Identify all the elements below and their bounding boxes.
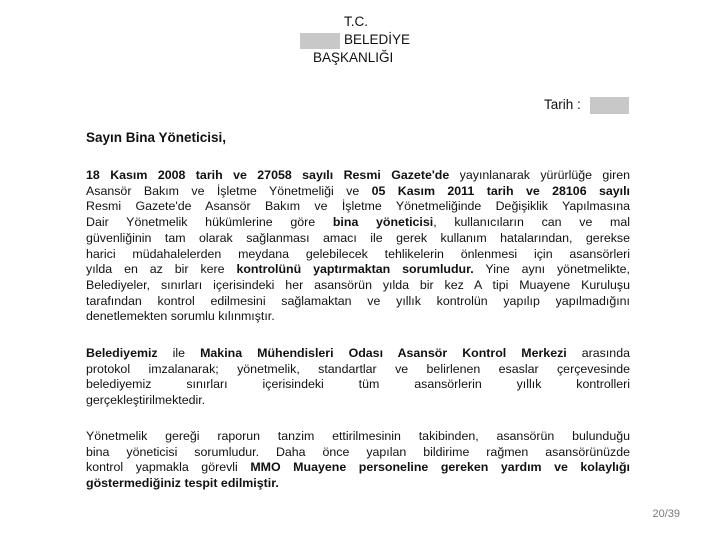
para1-line: Belediyeler, sınırları içerisindeki her asansörün yılda bir kez A tipi Muayene Kuruluşu (86, 277, 630, 292)
letterhead-line-baskanligi: BAŞKANLIĞI (313, 50, 394, 65)
redacted-municipality-name (300, 33, 340, 49)
salutation: Sayın Bina Yöneticisi, (86, 130, 227, 145)
para1-line: Asansör Bakım ve İşletme Yönetmeliği ve 05 Kasım 2011 tarih ve 28106 sayılı (86, 183, 630, 198)
para3-line (86, 476, 630, 492)
para1-line: 18 Kasım 2008 tarih ve 27058 sayılı Resmi Gazete'de yayınlanarak yürürlüğe giren (86, 168, 630, 182)
para2-line: Belediyemiz ile Makina Mühendisleri Odası Asansör Kontrol Merkezi arasında (86, 346, 630, 360)
para1-line: tarafından kontrol edilmesini sağlamaktan ve yıllık kontrolün yapılıp yapılmadığını (86, 293, 630, 308)
para1-bold: bina yöneticisi (332, 215, 434, 230)
para1-line: güvenliğinin tam olarak sağlanması amacı ile gerek kullanım hatalarından, gerekse (86, 230, 630, 245)
para3-line: bina yöneticisi sorumludur. Daha önce yapılan bildirime rağmen asansörünüzde (86, 444, 630, 459)
para1-line: Resmi Gazete'de Asansör Bakım ve İşletme Yönetmeliğinde Değişiklik Yapılmasına (86, 199, 630, 214)
redacted-date (590, 97, 629, 114)
para3-bold: göstermediğiniz tespit edilmiştir. (86, 476, 279, 491)
para2-bold: Belediyemiz (86, 346, 158, 360)
para3-line: Yönetmelik gereği raporun tanzim ettirilmesinin takibinden, asansörün bulunduğu (86, 429, 630, 443)
letterhead-line-tc: T.C. (344, 14, 369, 29)
para1-bold: kontrolünü yaptırmaktan sorumludur. (236, 262, 474, 277)
para2-line: gerçekleştirilmektedir. (86, 393, 206, 408)
letterhead-line-belediye: BELEDİYE (344, 32, 411, 47)
para2-line: protokol imzalanarak; yönetmelik, standartlar ve belirlenen esaslar çerçevesinde (86, 361, 630, 376)
para2-line: belediyemiz sınırları içerisindeki tüm asansörlerin yıllık kontrolleri (86, 377, 630, 392)
para3-line: kontrol yapmakla görevli MMO Muayene personeline gereken yardım ve kolaylığı (86, 460, 630, 475)
para1-line: Dair Yönetmelik hükümlerine göre bina yöneticisi, kullanıcıların can ve mal (86, 215, 630, 230)
paragraph-2 (86, 346, 630, 409)
para1-line: yılda en az bir kere kontrolünü yaptırmaktan sorumludur. Yine aynı yönetmelikte, (86, 262, 630, 277)
para2-bold: Makina Mühendisleri Odası Asansör Kontrol Merkezi (200, 346, 567, 360)
page-number: 20/39 (652, 508, 680, 520)
para1-line: denetlemekten sorumlu kılınmıştır. (86, 309, 275, 324)
para1-line: harici müdahalelerden meydana gelebilecek tehlikelerin önlenmesi için asansörleri (86, 246, 630, 261)
paragraph-3 (86, 429, 630, 492)
para1-bold: 18 Kasım 2008 tarih ve 27058 sayılı Resmi Gazete'de (86, 168, 450, 182)
paragraph-1 (86, 168, 630, 325)
para3-bold: MMO Muayene personeline gereken yardım ve kolaylığı (250, 460, 630, 475)
date-label: Tarih : (544, 97, 581, 112)
para1-bold: 05 Kasım 2011 tarih ve 28106 sayılı (371, 183, 630, 198)
